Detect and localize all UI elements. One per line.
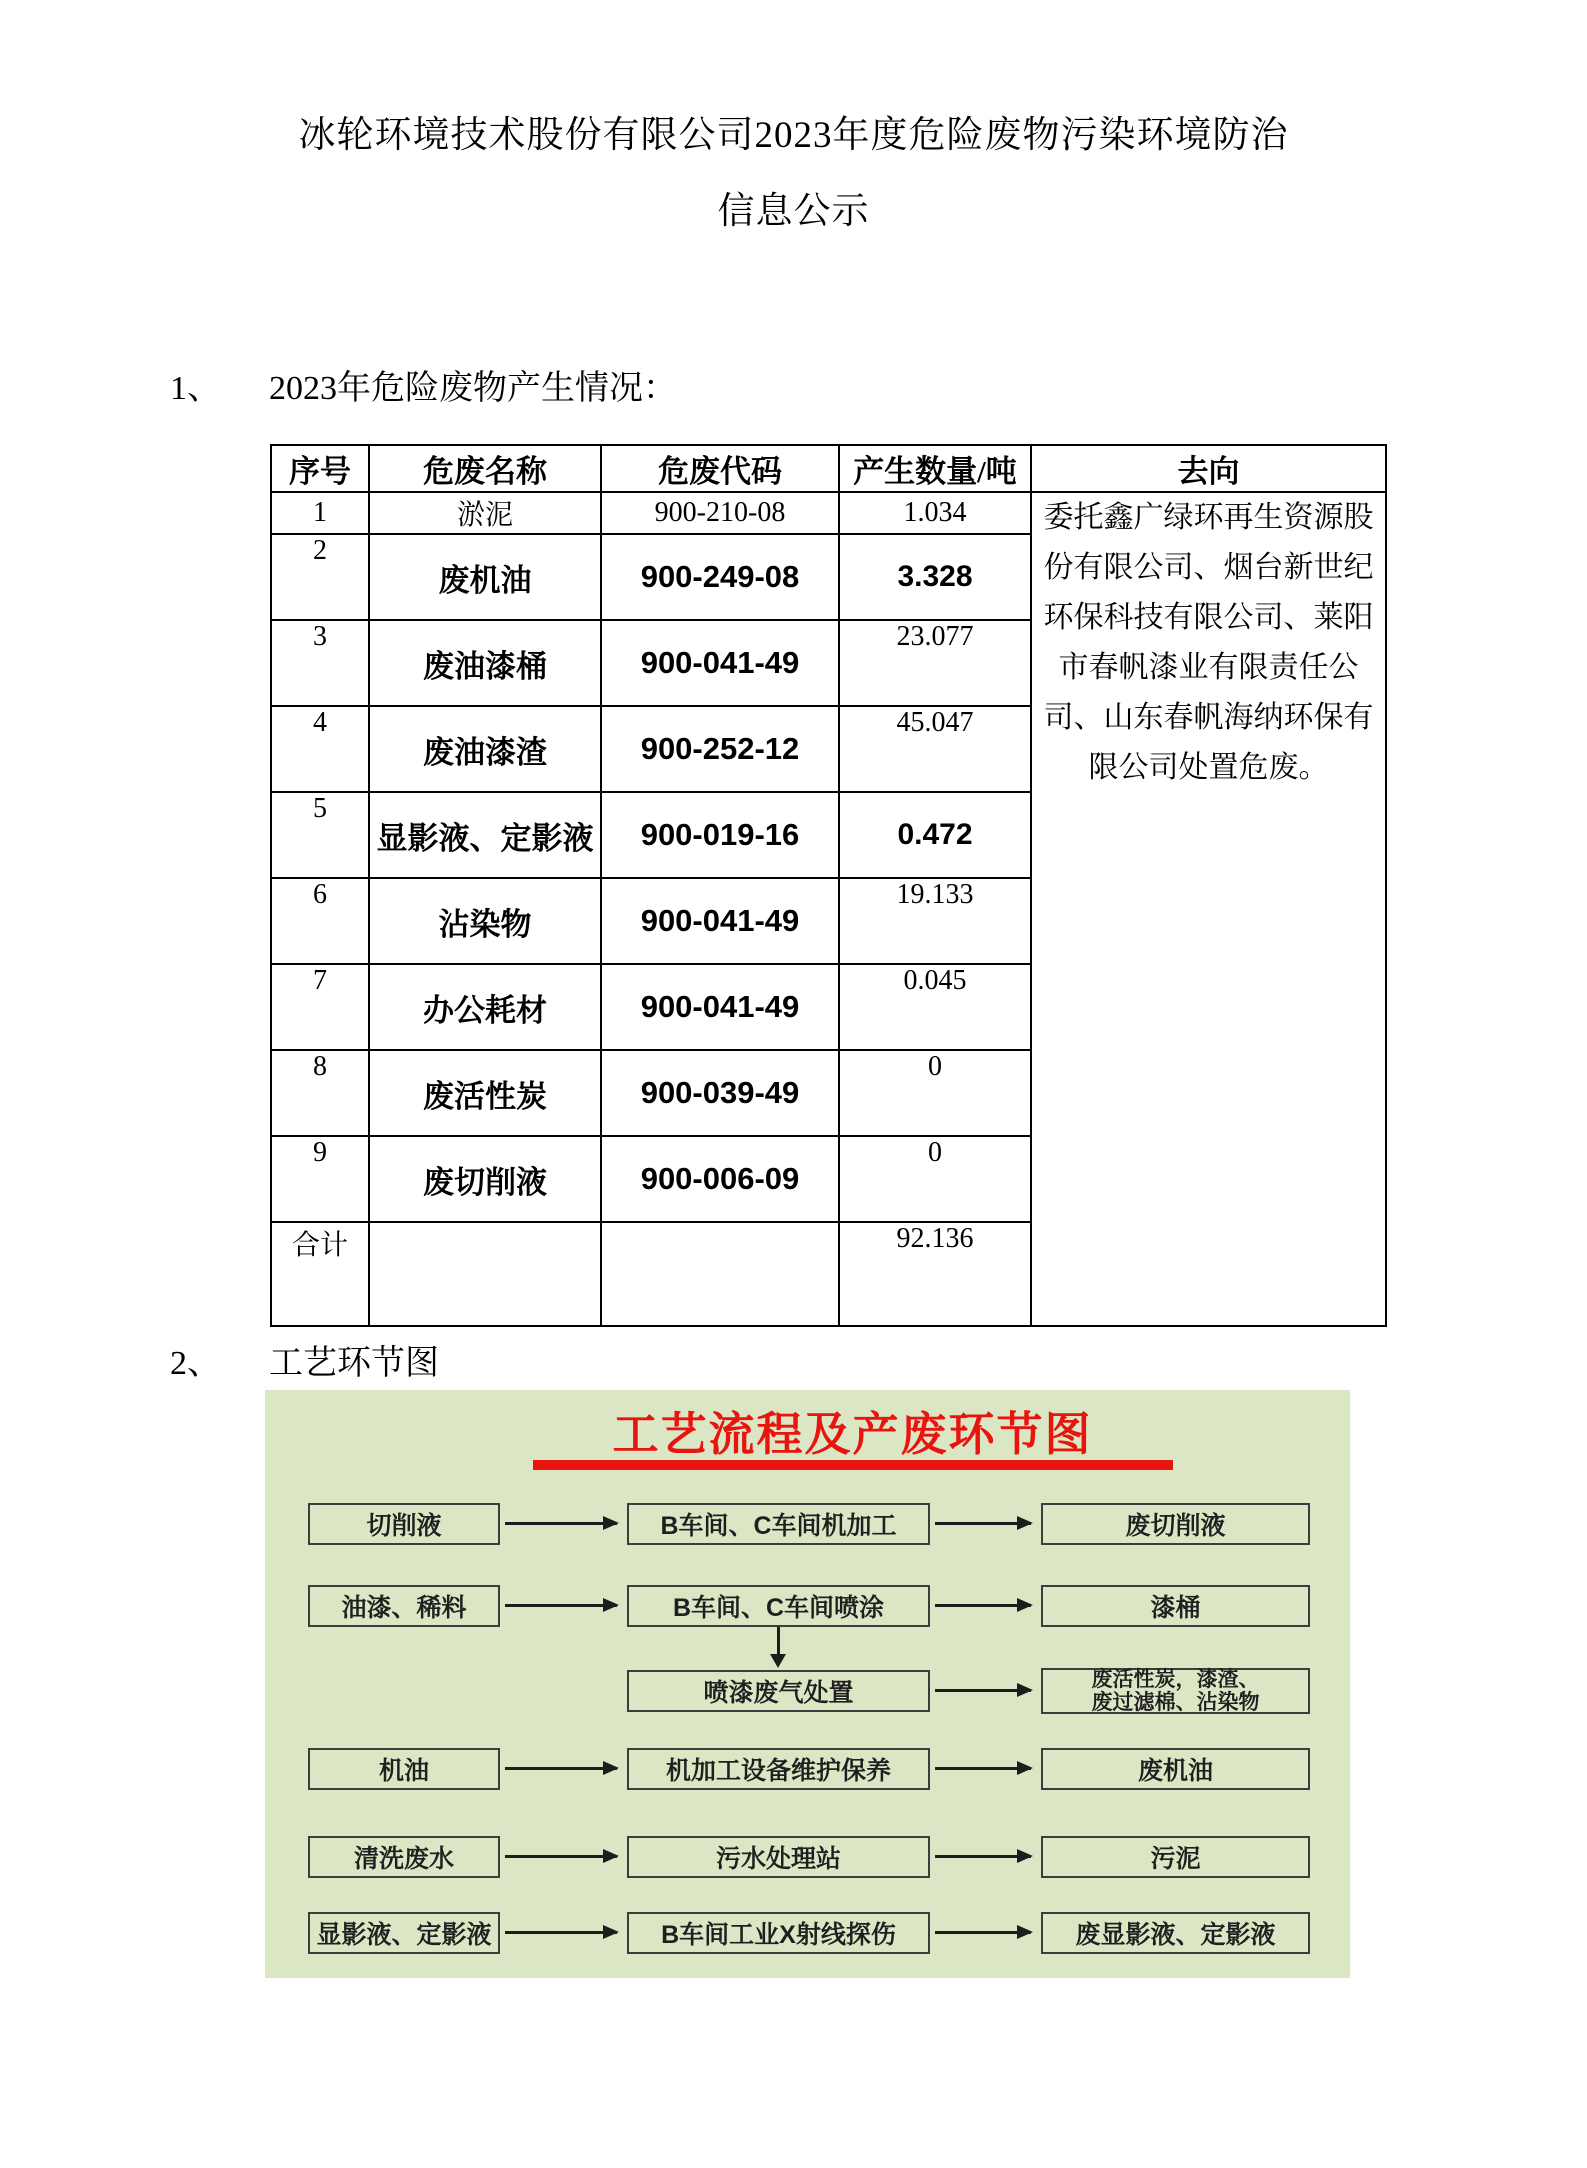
flow-input-box: 切削液	[308, 1503, 500, 1545]
cell-waste-name: 显影液、定影液	[369, 792, 601, 878]
flow-diagram-title: 工艺流程及产废环节图	[612, 1408, 1093, 1460]
cell-waste-code: 900-210-08	[601, 492, 839, 534]
cell-quantity: 1.034	[839, 492, 1031, 534]
cell-waste-name: 沾染物	[369, 878, 601, 964]
flow-process-box: 机加工设备维护保养	[627, 1748, 930, 1790]
cell-waste-name: 办公耗材	[369, 964, 601, 1050]
flow-input-box: 机油	[308, 1748, 500, 1790]
column-header: 序号	[271, 445, 369, 492]
cell-waste-code: 900-041-49	[601, 620, 839, 706]
cell-quantity: 19.133	[839, 878, 1031, 964]
column-header: 去向	[1031, 445, 1386, 492]
flow-down-arrow-icon	[777, 1627, 780, 1656]
cell-serial: 1	[271, 492, 369, 534]
section-1-title: 2023年危险废物产生情况：	[269, 370, 677, 407]
section-1-number: 1、	[170, 370, 221, 407]
flow-arrow-icon	[935, 1689, 1031, 1692]
cell-waste-code: 900-252-12	[601, 706, 839, 792]
cell-serial: 5	[271, 792, 369, 878]
process-flow-diagram	[265, 1390, 1350, 1978]
flow-title-underline	[533, 1460, 1173, 1470]
flow-arrow-icon	[505, 1522, 617, 1525]
flow-output-box: 废机油	[1041, 1748, 1310, 1790]
flow-arrow-icon	[935, 1604, 1031, 1607]
flow-arrow-icon	[505, 1604, 617, 1607]
flow-arrow-icon	[935, 1767, 1031, 1770]
cell-serial: 合计	[271, 1222, 369, 1326]
flow-output-box: 漆桶	[1041, 1585, 1310, 1627]
table-header-row	[271, 445, 1386, 492]
cell-waste-code: 900-041-49	[601, 964, 839, 1050]
flow-input-box: 油漆、稀料	[308, 1585, 500, 1627]
cell-serial: 6	[271, 878, 369, 964]
cell-waste-code: 900-019-16	[601, 792, 839, 878]
document-title-line2: 信息公示	[717, 191, 870, 232]
cell-quantity: 0.472	[839, 792, 1031, 878]
cell-waste-code	[601, 1222, 839, 1326]
cell-waste-name: 废机油	[369, 534, 601, 620]
flow-arrow-icon	[505, 1767, 617, 1770]
cell-serial: 9	[271, 1136, 369, 1222]
cell-waste-name: 废活性炭	[369, 1050, 601, 1136]
cell-quantity: 3.328	[839, 534, 1031, 620]
hazardous-waste-table	[270, 444, 1387, 1327]
flow-process-box: B车间、C车间机加工	[627, 1503, 930, 1545]
section-1-heading	[170, 360, 677, 409]
section-2-heading	[170, 1335, 439, 1384]
flow-arrow-icon	[935, 1522, 1031, 1525]
cell-quantity: 92.136	[839, 1222, 1031, 1326]
cell-quantity: 23.077	[839, 620, 1031, 706]
cell-serial: 2	[271, 534, 369, 620]
cell-destination: 委托鑫广绿环再生资源股份有限公司、烟台新世纪环保科技有限公司、莱阳市春帆漆业有限责任公司、山东春帆海纳环保有限公司处置危废。	[1031, 492, 1386, 1326]
table-row	[271, 492, 1386, 534]
cell-serial: 3	[271, 620, 369, 706]
flow-arrow-icon	[935, 1931, 1031, 1934]
section-2-number: 2、	[170, 1345, 221, 1382]
flow-output-box: 废切削液	[1041, 1503, 1310, 1545]
cell-waste-name: 淤泥	[369, 492, 601, 534]
cell-quantity: 0.045	[839, 964, 1031, 1050]
column-header: 危废名称	[369, 445, 601, 492]
cell-waste-code: 900-039-49	[601, 1050, 839, 1136]
cell-waste-code: 900-006-09	[601, 1136, 839, 1222]
cell-serial: 8	[271, 1050, 369, 1136]
cell-waste-code: 900-249-08	[601, 534, 839, 620]
cell-waste-name: 废切削液	[369, 1136, 601, 1222]
flow-output-box: 废显影液、定影液	[1041, 1912, 1310, 1954]
flow-input-box: 清洗废水	[308, 1836, 500, 1878]
cell-quantity: 0	[839, 1050, 1031, 1136]
flow-arrow-icon	[505, 1855, 617, 1858]
cell-quantity: 0	[839, 1136, 1031, 1222]
flow-process-box: 喷漆废气处置	[627, 1670, 930, 1712]
flow-output-box: 污泥	[1041, 1836, 1310, 1878]
cell-waste-name: 废油漆桶	[369, 620, 601, 706]
cell-waste-name: 废油漆渣	[369, 706, 601, 792]
flow-process-box: 污水处理站	[627, 1836, 930, 1878]
section-2-title: 工艺环节图	[269, 1345, 439, 1382]
column-header: 产生数量/吨	[839, 445, 1031, 492]
cell-quantity: 45.047	[839, 706, 1031, 792]
cell-waste-code: 900-041-49	[601, 878, 839, 964]
flow-input-box: 显影液、定影液	[308, 1912, 500, 1954]
flow-arrow-icon	[935, 1855, 1031, 1858]
cell-waste-name	[369, 1222, 601, 1326]
document-title-line1: 冰轮环境技术股份有限公司2023年度危险废物污染环境防治	[298, 115, 1289, 156]
flow-process-box: B车间、C车间喷涂	[627, 1585, 930, 1627]
cell-serial: 7	[271, 964, 369, 1050]
waste-table-body	[271, 492, 1386, 1326]
cell-serial: 4	[271, 706, 369, 792]
flow-arrow-icon	[505, 1931, 617, 1934]
column-header: 危废代码	[601, 445, 839, 492]
flow-process-box: B车间工业X射线探伤	[627, 1912, 930, 1954]
flow-output-box: 废活性炭，漆渣、 废过滤棉、沾染物	[1041, 1668, 1310, 1714]
